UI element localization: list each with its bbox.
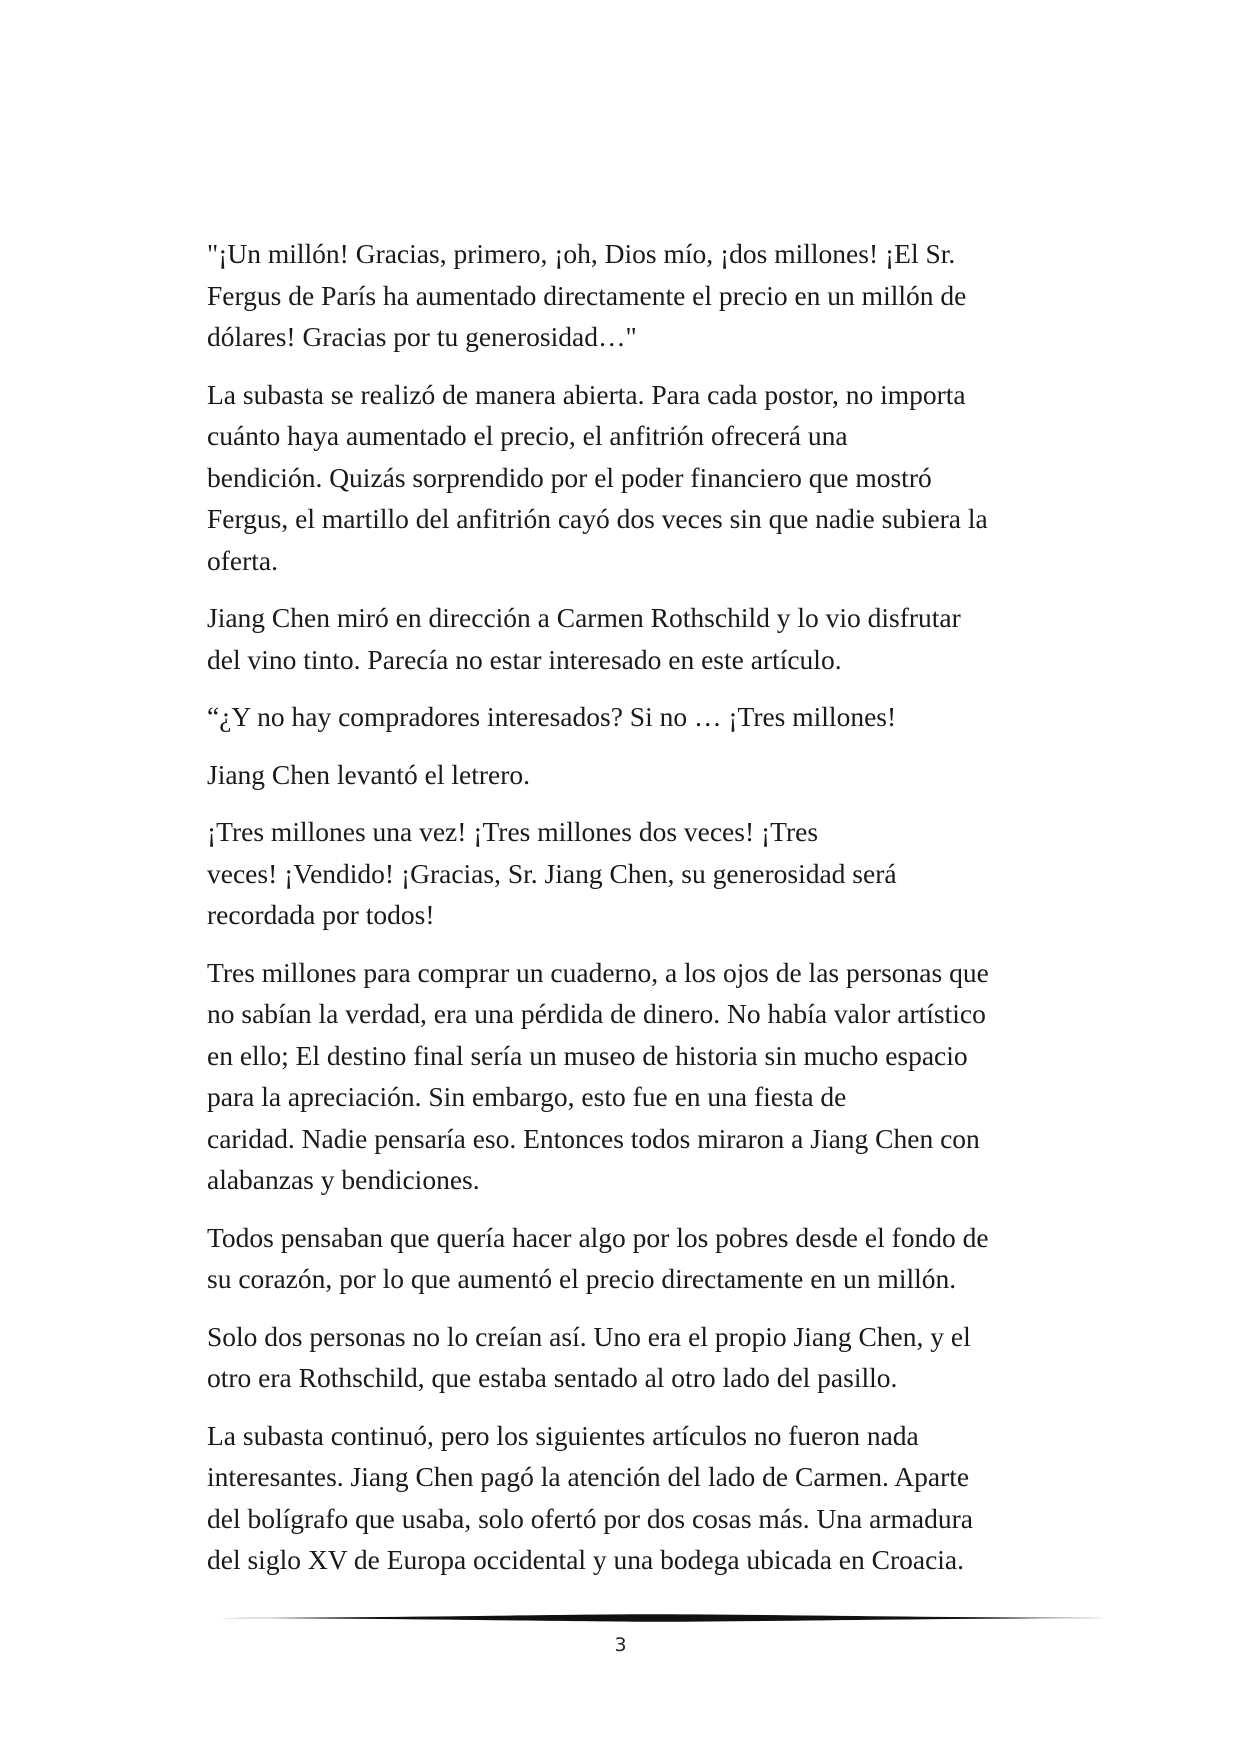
body-text: [207, 233, 1077, 1597]
text-line: del bolígrafo que usaba, solo ofertó por dos cosas más. Una armadura: [207, 1502, 973, 1534]
paragraph-3: [207, 597, 1077, 680]
text-line: veces! ¡Vendido! ¡Gracias, Sr. Jiang Chen, su generosidad será: [207, 857, 897, 889]
page-number: 3: [614, 1634, 627, 1656]
text-line: alabanzas y bendiciones.: [207, 1164, 480, 1195]
text-line: Fergus de París ha aumentado directamente el precio en un millón de: [207, 279, 967, 311]
text-line: Todos pensaban que quería hacer algo por los pobres desde el fondo de: [207, 1221, 989, 1253]
text-line: en ello; El destino final sería un museo de historia sin mucho espacio: [207, 1039, 968, 1071]
text-line: Tres millones para comprar un cuaderno, a los ojos de las personas que: [207, 956, 989, 988]
text-line: La subasta se realizó de manera abierta. Para cada postor, no importa: [207, 378, 966, 410]
text-line: cuánto haya aumentado el precio, el anfitrión ofrecerá una: [207, 420, 848, 451]
text-line: “¿Y no hay compradores interesados? Si no … ¡Tres millones!: [207, 701, 897, 732]
footer-divider: [207, 1612, 1107, 1624]
text-line: interesantes. Jiang Chen pagó la atención del lado de Carmen. Aparte: [207, 1461, 970, 1492]
text-line: su corazón, por lo que aumentó el precio directamente en un millón.: [207, 1263, 957, 1294]
text-line: Fergus, el martillo del anfitrión cayó dos veces sin que nadie subiera la: [207, 503, 988, 534]
text-line: recordada por todos!: [207, 899, 435, 930]
text-line: Solo dos personas no lo creían así. Uno era el propio Jiang Chen, y el: [207, 1320, 971, 1352]
text-line: Jiang Chen miró en dirección a Carmen Rothschild y lo vio disfrutar: [207, 602, 961, 633]
paragraph-7: [207, 952, 1077, 1201]
text-line: La subasta continuó, pero los siguientes artículos no fueron nada: [207, 1419, 919, 1451]
text-line: oferta.: [207, 544, 278, 576]
paragraph-9: [207, 1316, 1077, 1399]
text-line: del siglo XV de Europa occidental y una bodega ubicada en Croacia.: [207, 1544, 965, 1575]
paragraph-4: [207, 696, 1077, 738]
text-line: del vino tinto. Parecía no estar interesado en este artículo.: [207, 643, 842, 675]
text-line: dólares! Gracias por tu generosidad…": [207, 321, 637, 352]
paragraph-2: [207, 374, 1077, 582]
text-line: "¡Un millón! Gracias, primero, ¡oh, Dios mío, ¡dos millones! ¡El Sr.: [207, 238, 956, 269]
paragraph-6: [207, 811, 1077, 936]
text-line: para la apreciación. Sin embargo, esto fue en una fiesta de: [207, 1081, 847, 1112]
paragraph-8: [207, 1217, 1077, 1300]
paragraph-5: [207, 754, 1077, 796]
paragraph-1: [207, 233, 1077, 358]
text-line: otro era Rothschild, que estaba sentado al otro lado del pasillo.: [207, 1362, 898, 1393]
text-line: ¡Tres millones una vez! ¡Tres millones dos veces! ¡Tres: [207, 816, 819, 847]
text-line: caridad. Nadie pensaría eso. Entonces todos miraron a Jiang Chen con: [207, 1122, 980, 1154]
paragraph-10: [207, 1415, 1077, 1581]
text-line: no sabían la verdad, era una pérdida de dinero. No había valor artístico: [207, 998, 986, 1029]
text-line: Jiang Chen levantó el letrero.: [207, 758, 531, 790]
text-line: bendición. Quizás sorprendido por el poder financiero que mostró: [207, 461, 932, 493]
